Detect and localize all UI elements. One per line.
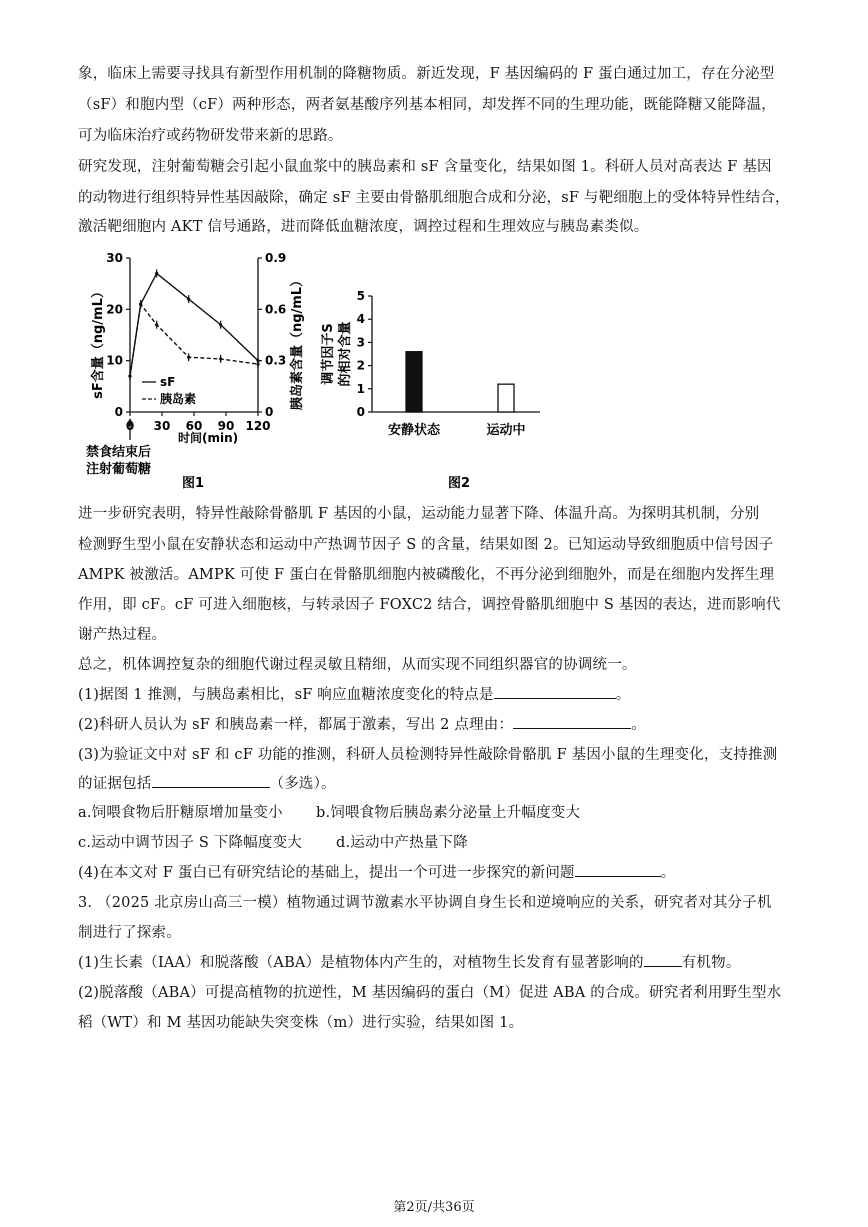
question-3-line-2 [78,770,798,800]
paragraph-line: 检测野生型小鼠在安静状态和运动中产热调节因子 S 的含量，结果如图 2。已知运动导致细胞质中信号因子 [78,537,774,553]
question-2-text: (2)科研人员认为 sF 和胰岛素一样，都属于激素，写出 2 点理由： [78,717,514,733]
fig1-data-point [187,356,190,359]
fig2-ylabel-2: 的相对含量 [338,321,353,387]
paragraph-line: 谢产热过程。 [78,627,167,643]
question-1-end: 。 [615,687,631,703]
paragraph-line: AMPK 被激活。AMPK 可使 F 蛋白在骨骼肌细胞内被磷酸化，不再分泌到细胞外，而是在细胞内发挥生理 [78,567,775,583]
fig1-arrow-label-1: 禁食结束后 [86,445,152,460]
fig2-bar [406,352,422,412]
figure-1 [86,251,305,491]
question-1 [78,681,798,711]
fig1-caption: 图1 [182,476,205,491]
fig1-ylabel-right: 胰岛素含量（ng/mL） [290,273,305,411]
paragraph-line: 作用，即 cF。cF 可进入细胞核，与转录因子 FOXC2 结合，调控骨骼肌细胞中 S 基因的表达，进而影响代 [78,597,781,613]
fig1-data-point [219,357,222,360]
option-c: c.运动中调节因子 S 下降幅度变大 [78,835,302,851]
fig1-data-point [139,303,142,306]
fig1-x-tick-label: 90 [217,419,235,433]
paragraph-line: 激活靶细胞内 AKT 信号通路，进而降低血糖浓度，调控过程和生理效应与胰岛素类似。 [78,219,649,235]
question-4-text: (4)在本文对 F 蛋白已有研究结论的基础上，提出一个可进一步探究的新问题 [78,865,575,881]
page-footer: 第2页/共36页 [393,1200,475,1215]
option-d: d.运动中产热量下降 [336,835,468,851]
fig1-data-point [187,297,190,300]
problem-3-q2-line-2: 稻（WT）和 M 基因功能缺失突变株（m）进行实验，结果如图 1。 [78,1015,524,1031]
problem-3-q1-end: 有机物。 [681,955,741,971]
question-3-text: 的证据包括 [78,776,152,792]
fig1-left-tick-label: 10 [106,353,123,368]
fig1-series-line [130,273,258,376]
fig2-bar [498,384,514,412]
answer-blank[interactable] [494,684,616,699]
fig1-left-tick-label: 20 [106,302,123,317]
fig1-series-line [130,304,258,376]
answer-blank[interactable] [575,862,661,877]
fig1-x-tick-label: 120 [245,419,271,433]
problem-3-line-1: 3. （2025 北京房山高三一模）植物通过调节激素水平协调自身生长和逆境响应的关系，研究者对其分子机 [78,895,772,911]
option-a: a.饲喂食物后肝糖原增加量变小 [78,805,283,821]
fig1-data-point [155,272,158,275]
options-row-2 [78,829,798,859]
paragraph-line: 的动物进行组织特异性基因敲除，确定 sF 主要由骨骼肌细胞合成和分泌，sF 与靶细胞上的受体特异性结合， [78,190,790,206]
answer-blank[interactable] [644,952,682,967]
fig2-y-tick-label: 5 [356,289,365,303]
fig2-ylabel-1: 调节因子S [321,323,336,385]
figures-svg [72,246,612,498]
fig1-x-tick-label: 30 [153,419,171,433]
figure-2 [320,289,540,491]
paragraph-line: （sF）和胞内型（cF）两种形态，两者氨基酸序列基本相同，却发挥不同的生理功能，既能降糖又能降温， [78,97,776,113]
problem-3-line-2: 制进行了探索。 [78,925,181,941]
fig1-data-point [219,323,222,326]
fig1-legend-sf: sF [160,375,176,389]
question-1-text: (1)据图 1 推测，与胰岛素相比，sF 响应血糖浓度变化的特点是 [78,687,494,703]
fig1-right-tick-label: 0 [265,405,274,419]
fig1-left-tick-label: 30 [106,251,123,265]
paragraph-line: 象，临床上需要寻找具有新型作用机制的降糖物质。新近发现，F 基因编码的 F 蛋白通过加工，存在分泌型 [78,66,775,82]
options-row-1 [78,799,798,829]
fig1-left-tick-label: 0 [114,405,123,419]
fig1-xlabel: 时间(min) [178,431,239,445]
fig1-data-point [128,374,131,377]
answer-blank[interactable] [152,773,270,788]
paragraph-line: 可为临床治疗或药物研发带来新的思路。 [78,128,343,144]
fig1-data-point [256,362,259,365]
question-3-end: （多选）。 [269,776,336,792]
fig2-caption: 图2 [448,476,471,491]
paragraph-line: 总之，机体调控复杂的细胞代谢过程灵敏且精细，从而实现不同组织器官的协调统一。 [78,657,637,673]
fig1-right-tick-label: 0.6 [265,302,287,317]
question-3-line-1: (3)为验证文中对 sF 和 cF 功能的推测，科研人员检测特异性敲除骨骼肌 F 基因小鼠的生理变化，支持推测 [78,747,778,763]
fig1-right-tick-label: 0.9 [265,251,287,265]
figures [72,246,612,498]
fig2-x-label: 安静状态 [387,423,441,438]
fig1-legend-insulin: 胰岛素 [160,392,197,406]
fig2-y-tick-label: 2 [356,358,365,373]
fig2-y-tick-label: 3 [356,335,365,350]
option-b: b.饲喂食物后胰岛素分泌量上升幅度变大 [316,805,581,821]
question-4 [78,859,798,889]
question-2-end: 。 [631,717,646,733]
problem-3-q1-text: (1)生长素（IAA）和脱落酸（ABA）是植物体内产生的，对植物生长发育有显著影响的 [78,955,644,971]
fig2-y-tick-label: 4 [356,312,365,327]
fig2-y-tick-label: 1 [356,381,365,396]
fig1-right-tick-label: 0.3 [265,353,287,368]
question-4-end: 。 [660,865,676,881]
question-2 [78,711,798,741]
fig1-ylabel-left: sF含量（ng/mL） [91,285,106,399]
fig1-data-point [155,323,158,326]
problem-3-q1 [78,949,798,979]
fig2-y-tick-label: 0 [356,405,365,419]
fig1-x-tick-label: 60 [185,419,203,433]
fig1-arrow-label-2: 注射葡萄糖 [86,462,152,477]
problem-3-q2-line-1: (2)脱落酸（ABA）可提高植物的抗逆性，M 基因编码的蛋白（M）促进 ABA 的合成。研究者利用野生型水 [78,985,782,1001]
paragraph-line: 进一步研究表明，特异性敲除骨骼肌 F 基因的小鼠，运动能力显著下降、体温升高。为探明其机制，分别 [78,506,760,522]
answer-blank[interactable] [513,714,631,729]
paragraph-line: 研究发现，注射葡萄糖会引起小鼠血浆中的胰岛素和 sF 含量变化，结果如图 1。科研人员对高表达 F 基因 [78,159,772,175]
fig2-x-label: 运动中 [486,423,526,438]
